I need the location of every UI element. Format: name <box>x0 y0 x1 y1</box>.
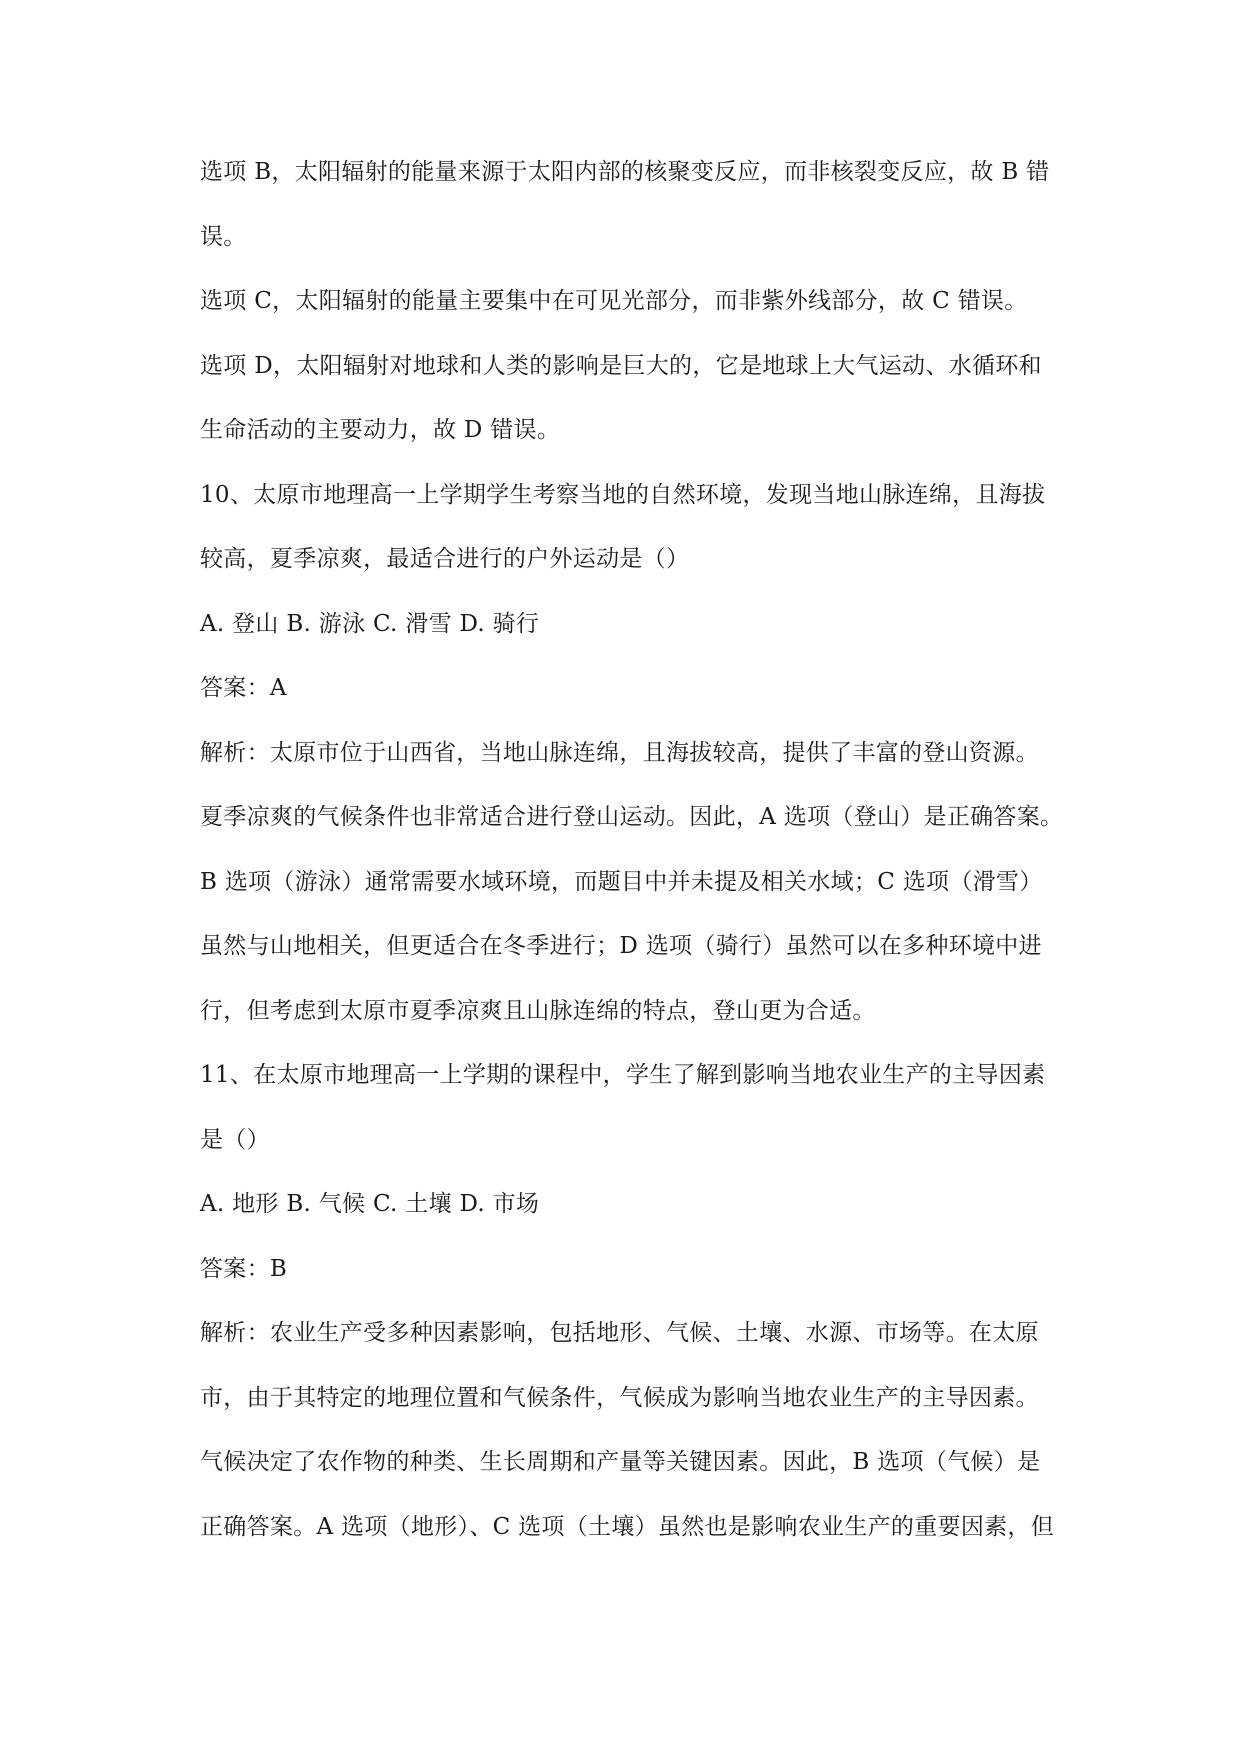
question-11-options: A. 地形 B. 气候 C. 土壤 D. 市场 <box>200 1191 540 1217</box>
question-11-explanation: 市，由于其特定的地理位置和气候条件，气候成为影响当地农业生产的主导因素。 <box>200 1384 1039 1411</box>
question-10-answer: 答案：A <box>200 675 287 701</box>
question-10-text: 较高，夏季凉爽，最适合进行的户外运动是（） <box>200 546 690 572</box>
question-11-explanation: 正确答案。A 选项（地形）、C 选项（土壤）虽然也是影响农业生产的重要因素，但 <box>200 1513 1055 1540</box>
question-10-explanation: 虽然与山地相关，但更适合在冬季进行；D 选项（骑行）虽然可以在多种环境中进 <box>200 933 1042 959</box>
text-line: 选项 D，太阳辐射对地球和人类的影响是巨大的，它是地球上大气运动、水循环和 <box>200 352 1042 379</box>
text-line: 选项 B，太阳辐射的能量来源于太阳内部的核聚变反应，而非核裂变反应，故 B 错 <box>200 159 1050 185</box>
question-10-options: A. 登山 B. 游泳 C. 滑雪 D. 骑行 <box>200 610 540 637</box>
question-10-explanation: B 选项（游泳）通常需要水域环境，而题目中并未提及相关水域；C 选项（滑雪） <box>200 868 1043 895</box>
question-11-text: 是（） <box>200 1126 270 1153</box>
question-10-explanation: 夏季凉爽的气候条件也非常适合进行登山运动。因此，A 选项（登山）是正确答案。 <box>200 804 1064 830</box>
text-line: 生命活动的主要动力，故 D 错误。 <box>200 417 561 443</box>
question-10-explanation: 行，但考虑到太原市夏季凉爽且山脉连绵的特点，登山更为合适。 <box>200 997 876 1024</box>
text-line: 误。 <box>200 223 247 250</box>
question-11-explanation: 解析：农业生产受多种因素影响，包括地形、气候、土壤、水源、市场等。在太原 <box>200 1320 1039 1346</box>
question-10-text: 10、太原市地理高一上学期学生考察当地的自然环境，发现当地山脉连绵，且海拔 <box>200 481 1046 508</box>
document-body <box>200 140 1100 1559</box>
question-11-text: 11、在太原市地理高一上学期的课程中，学生了解到影响当地农业生产的主导因素 <box>200 1062 1046 1088</box>
question-11-explanation: 气候决定了农作物的种类、生长周期和产量等关键因素。因此，B 选项（气候）是 <box>200 1449 1041 1475</box>
question-11-answer: 答案：B <box>200 1255 288 1282</box>
text-line: 选项 C，太阳辐射的能量主要集中在可见光部分，而非紫外线部分，故 C 错误。 <box>200 288 1028 314</box>
question-10-explanation: 解析：太原市位于山西省，当地山脉连绵，且海拔较高，提供了丰富的登山资源。 <box>200 739 1039 766</box>
